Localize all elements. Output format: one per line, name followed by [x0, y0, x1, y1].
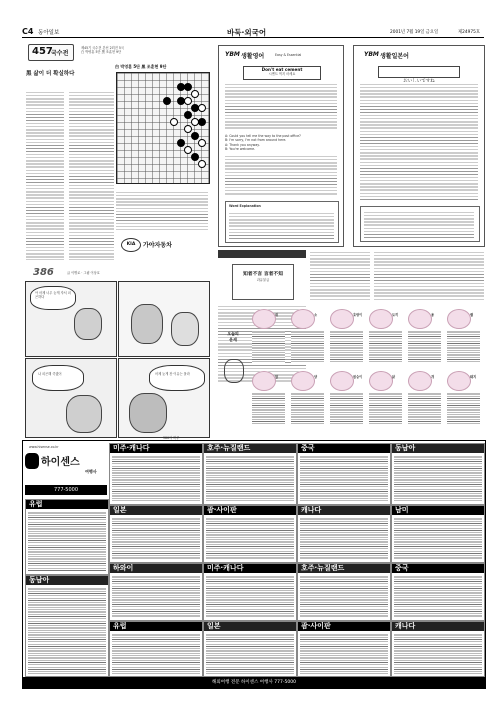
zodiac-animal-icon: [447, 371, 471, 391]
black-stone: [163, 97, 171, 105]
ad-section-title: 유럽: [26, 500, 109, 509]
ad-section-title: 괌·사이판: [298, 622, 391, 631]
ad-price-list: [112, 575, 200, 618]
comic-character: [131, 304, 163, 344]
horoscope-date-badge: [224, 359, 244, 383]
japanese-header: [364, 51, 474, 61]
essay-text-b: [374, 250, 484, 300]
white-stone: [170, 118, 178, 126]
zodiac-animal-icon: [291, 371, 318, 391]
black-stone: [198, 118, 206, 126]
horoscope-cell: [289, 369, 326, 429]
game-info-line2: 白 박영훈 5단 黑 조훈현 9단: [81, 50, 122, 55]
japanese-vocab-text: [364, 210, 474, 238]
ad-cell: [391, 563, 485, 621]
ad-section-title: 중국: [298, 444, 391, 453]
horoscope-cell: [367, 307, 404, 367]
horoscope-cell: [250, 307, 287, 367]
comic-title: 386: [33, 267, 54, 278]
english-dialogue: [225, 134, 337, 151]
japanese-vocab-box: [360, 206, 480, 242]
horoscope-text: [369, 330, 402, 364]
ad-price-list: [28, 511, 106, 572]
page-id: C4: [22, 27, 34, 36]
comic-panel-1: [25, 281, 117, 357]
board-caption: 白 박영훈 5단 黑 조훈현 9단: [115, 64, 167, 69]
brand-sub: 여행사: [85, 469, 97, 474]
horoscope-cell: [328, 307, 365, 367]
white-stone: [184, 97, 192, 105]
ad-price-list: [394, 633, 482, 674]
ad-price-list: [394, 517, 482, 560]
ad-grid: [23, 441, 485, 688]
ad-price-list: [300, 517, 388, 560]
ad-cell: [297, 563, 391, 621]
zodiac-sign-name: 소: [314, 313, 318, 317]
ad-cell: [109, 621, 203, 677]
ad-phone-text: 777-5000: [53, 487, 79, 493]
ad-section-title: 캐나다: [392, 622, 485, 631]
zodiac-animal-icon: [252, 309, 279, 329]
quote-header-bar: [218, 250, 306, 258]
white-stone: [198, 104, 206, 112]
zodiac-sign-name: 양: [314, 375, 318, 379]
ad-cell: [25, 499, 109, 575]
zodiac-animal-icon: [291, 309, 318, 329]
black-stone: [191, 153, 199, 161]
ad-price-list: [112, 633, 200, 674]
horoscope-text: [291, 392, 324, 426]
horoscope-cell: [250, 369, 287, 429]
ad-cell: [203, 505, 297, 563]
ad-price-list: [300, 633, 388, 674]
baduk-commentary: [116, 190, 208, 230]
horoscope-cell: [289, 307, 326, 367]
sponsor-name: 가야자동차: [143, 242, 172, 249]
ad-cell: [203, 563, 297, 621]
ad-cell: [297, 621, 391, 677]
white-stone: [184, 125, 192, 133]
dialogue-line: A: Thank you anyway.: [225, 142, 260, 147]
zodiac-sign-name: 닭: [392, 375, 396, 379]
ad-cell: [391, 443, 485, 505]
english-topic-box: [243, 66, 321, 80]
japanese-lesson: [353, 45, 485, 247]
black-stone: [184, 111, 192, 119]
speech-bubble-text: 아 어제 너무 늦게 자서 피곤하다: [35, 291, 71, 300]
ad-section-title: 호주·뉴질랜드: [298, 564, 391, 573]
ad-section-title: 동남아: [26, 576, 109, 585]
word-explanation-box: [225, 201, 339, 243]
ad-section-title: 일본: [110, 506, 203, 515]
ad-section-title: 하와이: [110, 564, 203, 573]
ad-cell: [391, 621, 485, 677]
ybm-logo: YBM: [364, 51, 379, 58]
comic-panel-2: [118, 281, 210, 357]
horoscope-text: [408, 330, 441, 364]
horoscope-text: [447, 392, 480, 426]
zodiac-animal-icon: [369, 309, 393, 329]
baduk-body-text-mid: [69, 90, 114, 260]
ad-cell: [203, 443, 297, 505]
horoscope-cell: [367, 369, 404, 429]
ad-price-list: [112, 455, 200, 502]
speech-bubble: [30, 286, 76, 310]
horoscope-grid: [250, 307, 484, 431]
english-title: 생활영어: [241, 53, 265, 60]
ad-section-title: 남미: [392, 506, 485, 515]
horoscope-text: [252, 330, 285, 364]
zodiac-sign-name: 토끼: [392, 313, 399, 317]
ad-section-title: 미주·캐나다: [204, 564, 297, 573]
zodiac-animal-icon: [408, 371, 435, 391]
comic-credit: 글 이병로 · 그림 이상호: [67, 271, 100, 275]
ad-cell: [109, 443, 203, 505]
english-topic-sub: 시멘트 먹지 마세요: [268, 72, 296, 76]
ad-price-list: [28, 587, 106, 674]
ad-section-title: 호주·뉴질랜드: [204, 444, 297, 453]
comic-character: [129, 393, 167, 433]
comic-panel-4: [118, 358, 210, 438]
round-suffix: 국수전: [51, 50, 69, 57]
game-info: [81, 46, 181, 55]
english-dialogue-continued: [225, 154, 337, 196]
dialogue-line: A: Could you tell me the way to the post office?: [225, 134, 301, 138]
ad-price-list: [206, 575, 294, 618]
zodiac-sign-name: 호랑이: [353, 313, 363, 317]
japanese-body-text: [360, 82, 478, 200]
dialogue-line: B: I'm sorry, I'm not from around here.: [225, 138, 287, 143]
dialogue-line: B: You're welcome.: [225, 146, 256, 151]
ad-price-list: [394, 575, 482, 618]
horoscope-text: [408, 392, 441, 426]
horoscope-text: [291, 330, 324, 364]
ad-cell: [203, 621, 297, 677]
ad-footer-text: 해외여행 전문 하이센스 여행사 777-5000: [212, 680, 296, 685]
page-header: [22, 27, 484, 38]
zodiac-animal-icon: [369, 371, 396, 391]
horoscope-section: [218, 305, 484, 433]
white-stone: [198, 139, 206, 147]
ad-section-title: 일본: [204, 622, 297, 631]
black-stone: [177, 139, 185, 147]
white-stone: [184, 146, 192, 154]
ad-price-list: [300, 455, 388, 502]
brand-name: 하이센스: [41, 457, 80, 468]
zodiac-sign-name: 돼지: [470, 375, 477, 379]
english-intro-text: [225, 82, 337, 130]
round-badge: [28, 44, 74, 61]
zodiac-sign-name: 개: [431, 375, 435, 379]
round-number: 457: [32, 46, 53, 57]
speech-bubble-text: 어제 늦게 잔 이유는 몰라: [155, 372, 190, 376]
zodiac-animal-icon: [447, 309, 474, 329]
english-subtitle: Easy & Essential: [275, 53, 302, 57]
ad-section-title: 미주·캐나다: [110, 444, 203, 453]
baduk-heading: 黑 삶이 더 확실하다: [26, 71, 75, 77]
baduk-body-text-left: [26, 90, 64, 260]
ad-footer: [23, 677, 485, 688]
horoscope-cell: [445, 369, 482, 429]
horoscope-label-1: 오늘의: [227, 331, 239, 336]
comic-panel-3: [25, 358, 117, 438]
ad-section-title: 동남아: [392, 444, 485, 453]
horoscope-cell: [328, 369, 365, 429]
quote-box: [232, 264, 294, 300]
horoscope-text: [447, 330, 480, 364]
sponsor-block: [121, 234, 206, 260]
section-title: 바둑·외국어: [227, 28, 267, 37]
speech-bubble-text: 나 피곤해 죽겠어: [38, 372, 62, 376]
horoscope-label: [220, 331, 246, 353]
baduk-column: [23, 42, 210, 262]
comic-character: [66, 395, 102, 433]
ad-price-list: [206, 517, 294, 560]
quote-text: 知者不言 言者不知: [242, 272, 284, 277]
essay-text-a: [310, 250, 370, 300]
ad-cell: [391, 505, 485, 563]
brand-url: www.hisense.co.kr: [29, 445, 59, 449]
english-topic-title: Don't eat cement: [261, 67, 303, 72]
zodiac-sign-name: 용: [431, 313, 435, 317]
ad-section-title: 중국: [392, 564, 485, 573]
horoscope-cell: [406, 369, 443, 429]
japanese-topic-box: [378, 66, 460, 78]
ad-section-title: 유럽: [110, 622, 203, 631]
word-explanation-text: [229, 211, 334, 239]
ad-section-title: 캐나다: [298, 506, 391, 515]
comic-footer: 386의 하루: [163, 436, 180, 440]
go-board: [116, 72, 210, 184]
issue-date: 2001년 7월 19일 금요일: [390, 30, 439, 35]
zodiac-sign-name: 원숭이: [353, 375, 363, 379]
horoscope-text: [369, 392, 402, 426]
ad-price-list: [394, 455, 482, 502]
game-info-line1: 제45기 국수전 본선 2회전 5국: [81, 46, 124, 50]
horoscope-text: [252, 392, 285, 426]
english-lesson: [218, 45, 344, 247]
zodiac-sign-name: 쥐: [275, 313, 279, 317]
word-explanation-title: Word Explanation: [229, 204, 261, 208]
horoscope-text: [330, 392, 363, 426]
zodiac-sign-name: 뱀: [470, 313, 474, 317]
horoscope-text: [330, 330, 363, 364]
ad-price-list: [112, 517, 200, 560]
issue-number: 제24975호: [458, 30, 480, 35]
sponsor-badge: [121, 238, 141, 252]
zodiac-animal-icon: [330, 371, 354, 391]
newspaper-name: 동아일보: [38, 30, 60, 36]
comic-strip: [23, 265, 210, 440]
quote-gloss: 과유불급: [256, 278, 270, 282]
zodiac-animal-icon: [252, 371, 279, 391]
horoscope-label-2: 운세: [229, 337, 237, 342]
ad-price-list: [206, 633, 294, 674]
travel-ad: [22, 440, 486, 689]
ad-price-list: [206, 455, 294, 502]
white-stone: [198, 160, 206, 168]
speech-bubble: [149, 365, 205, 391]
comic-character: [74, 308, 102, 340]
black-stone: [191, 132, 199, 140]
ad-cell: [297, 443, 391, 505]
ad-cell: [25, 575, 109, 677]
english-header: [225, 51, 337, 61]
ad-cell: [109, 563, 203, 621]
comic-character: [171, 312, 199, 346]
ad-cell: [109, 505, 203, 563]
sponsor-badge-text: KIA: [126, 242, 136, 247]
ad-price-list: [300, 575, 388, 618]
ybm-logo: YBM: [225, 51, 240, 58]
ad-cell: [297, 505, 391, 563]
speech-bubble: [32, 365, 84, 391]
zodiac-animal-icon: [330, 309, 354, 329]
japanese-title: 생활일본어: [380, 53, 409, 60]
horoscope-cell: [406, 307, 443, 367]
zodiac-animal-icon: [408, 309, 435, 329]
white-stone: [191, 90, 199, 98]
zodiac-sign-name: 말: [275, 375, 279, 379]
black-stone: [184, 83, 192, 91]
horoscope-cell: [445, 307, 482, 367]
ad-section-title: 괌·사이판: [204, 506, 297, 515]
